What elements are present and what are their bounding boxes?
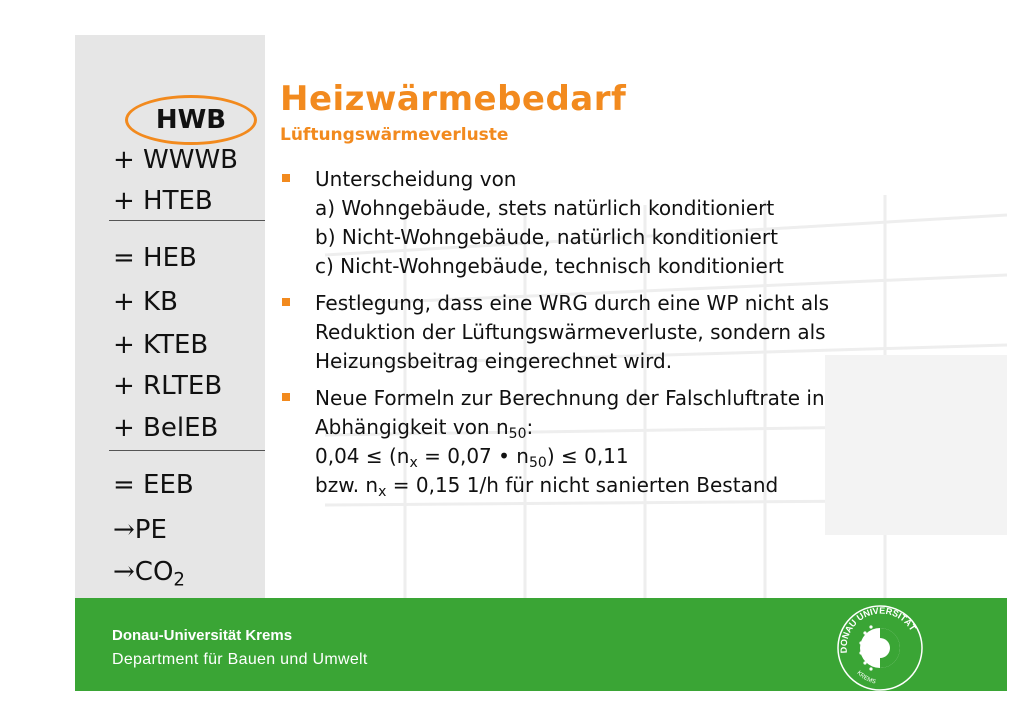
sidebar-item-eeb: = EEB: [113, 470, 194, 500]
sidebar-item-co2: $\to CO_2$: [113, 557, 185, 591]
sidebar-item-pe: →PE: [113, 515, 167, 545]
university-name: Donau-Universität Krems: [112, 627, 293, 644]
bullet-square-icon: [282, 174, 290, 182]
sidebar-divider: [109, 220, 265, 221]
sidebar-item-kb: + KB: [113, 287, 178, 317]
page-subtitle: Lüftungswärmeverluste: [280, 125, 509, 145]
bullet-item: Neue Formeln zur Berechnung der Falschluftrate in Abhängigkeit von $n_{50}$: $0,04 \le (n_x = 0,07$ • $n_{50}) \le 0,11$ bzw. $n_x = 0,15$ 1/h für nicht sanierten Bestand: [280, 384, 980, 500]
logo-text-top: DONAU UNIVERSITÄT: [838, 605, 918, 654]
sidebar-item-hteb: + HTEB: [113, 186, 213, 216]
sidebar-item-wwwb: + WWWB: [113, 145, 239, 175]
arrow-right-icon: →: [113, 557, 135, 587]
sidebar-item-beleb: + BelEB: [113, 413, 219, 443]
sidebar-item-heb: = HEB: [113, 243, 197, 273]
page-title: Heizwärmebedarf: [280, 79, 627, 119]
logo-text-bottom: KREMS: [855, 670, 877, 686]
sidebar-divider: [109, 450, 265, 451]
slide: [75, 35, 1007, 691]
department-name: Department für Bauen und Umwelt: [112, 651, 368, 668]
bullet-square-icon: [282, 298, 290, 306]
sidebar-hwb: HWB: [155, 105, 227, 135]
bullet-square-icon: [282, 393, 290, 401]
sidebar-item-rlteb: + RLTEB: [113, 371, 223, 401]
sidebar-item-kteb: + KTEB: [113, 330, 209, 360]
bullet-item: Unterscheidung von a) Wohngebäude, stets natürlich konditioniert b) Nicht-Wohngebäude, natürlich konditioniert c) Nicht-Wohngebäude, technisch konditioniert: [280, 165, 980, 281]
svg-text:KREMS: [856, 670, 877, 685]
arrow-right-icon: →: [113, 515, 135, 545]
footer: [75, 598, 1007, 691]
bullet-item: Festlegung, dass eine WRG durch eine WP nicht als Reduktion der Lüftungswärmeverluste, sondern als Heizungsbeitrag eingerechnet wird.: [280, 289, 980, 376]
bullet-list: [280, 165, 980, 508]
university-logo: [835, 603, 925, 691]
